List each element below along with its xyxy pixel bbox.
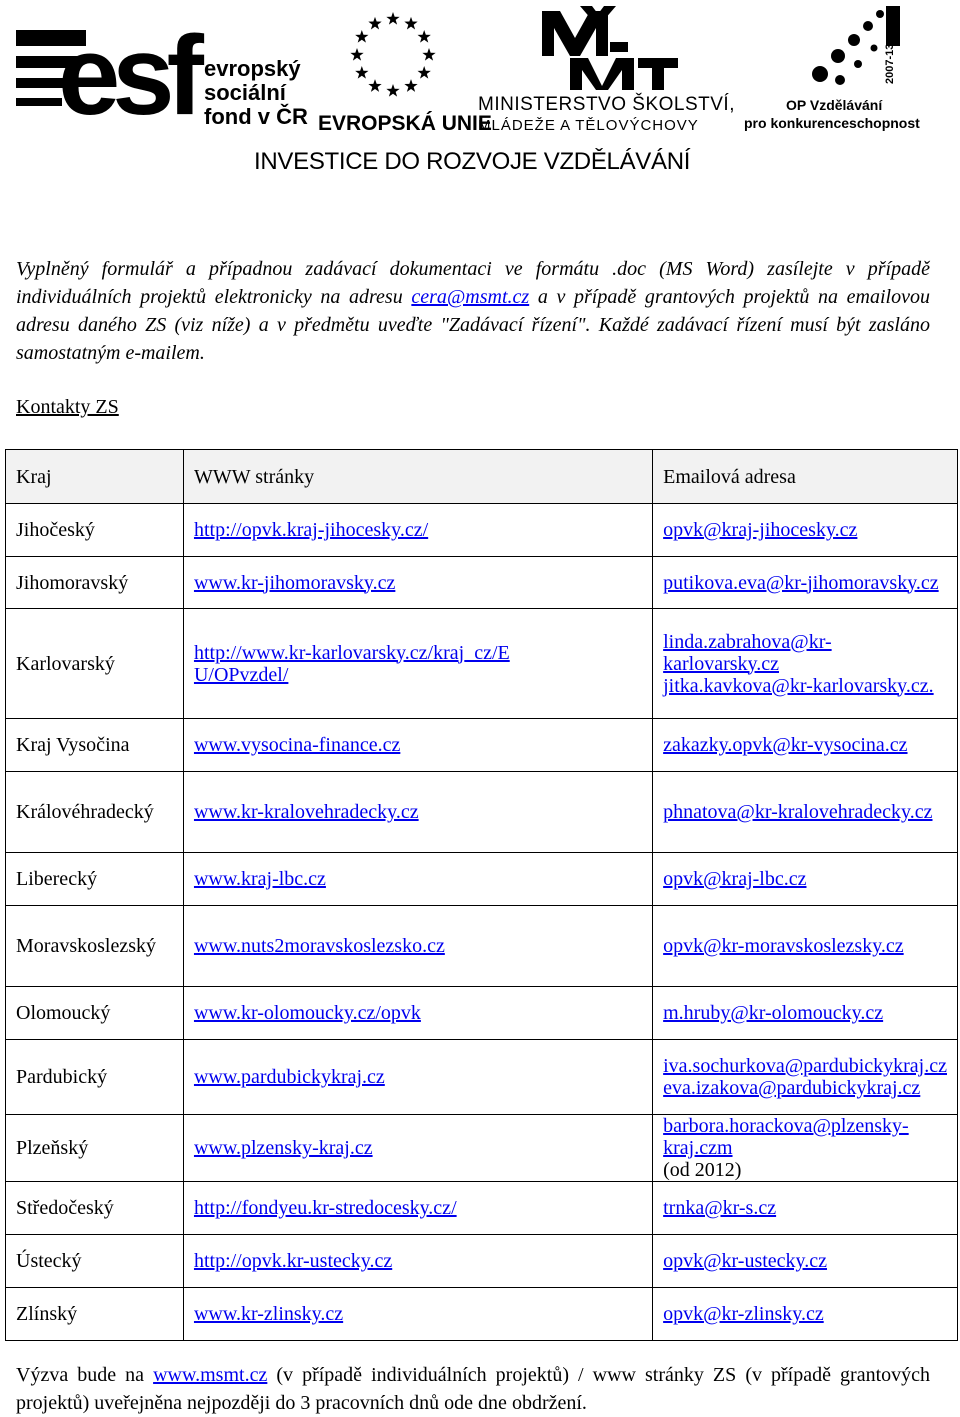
contacts-table (5, 449, 958, 1341)
eu-stars-icon (333, 10, 453, 100)
eu-star-icon (386, 12, 399, 25)
table-row (6, 609, 958, 719)
msmt-web-link[interactable]: www.msmt.cz (153, 1364, 268, 1386)
table-row (6, 1235, 958, 1288)
table-row (6, 772, 958, 853)
header-email: Emailová adresa (653, 450, 958, 504)
web-link[interactable]: www.kraj-lbc.cz (193, 868, 326, 890)
footer-paragraph (16, 1361, 930, 1417)
eu-star-icon (368, 17, 381, 30)
region-cell: Středočeský (6, 1182, 184, 1235)
msmt-logo (478, 6, 748, 134)
web-link[interactable]: www.kr-zlinsky.cz (193, 1303, 344, 1325)
op-line1: OP Vzdělávání (786, 97, 883, 113)
region-cell: Pardubický (6, 1040, 184, 1115)
table-row (6, 1288, 958, 1341)
region-cell: Jihomoravský (6, 557, 184, 609)
email-link[interactable]: opvk@kraj-lbc.cz (663, 868, 807, 890)
eu-star-icon (422, 48, 435, 61)
email-link[interactable]: opvk@kr-moravskoslezsky.cz (663, 935, 904, 957)
contacts-heading: Kontakty ZS (16, 396, 119, 418)
table-row (6, 557, 958, 609)
esf-logo (14, 12, 308, 138)
region-cell: Karlovarský (6, 609, 184, 719)
email-link[interactable]: barbora.horackova@plzensky-kraj.czm (663, 1115, 909, 1159)
eu-star-icon (368, 79, 381, 92)
web-link[interactable]: http://www.kr-karlovarsky.cz/kraj_cz/EU/OPvzdel/ (193, 641, 510, 686)
web-link[interactable]: www.kr-olomoucky.cz/opvk (193, 1002, 421, 1024)
intro-text-2: a v případě grantových projektů na emailovou adresu daného ZS (viz níže) a v předmětu uveďte "Zadávací řízení". Každé zadávací řízení musí být zasláno samostatným e-mailem. (16, 286, 930, 364)
eu-logo (318, 10, 492, 135)
eu-star-icon (418, 66, 431, 79)
table-row (6, 987, 958, 1040)
web-link[interactable]: www.pardubickykraj.cz (193, 1066, 385, 1088)
footer-text-2: (v případě individuálních projektů) / www stránky ZS (v případě grantových projektů) uveřejněna nejpozději do 3 pracovních dnů ode dne obdržení. (16, 1364, 931, 1414)
header-web: WWW stránky (183, 450, 652, 504)
eu-star-icon (350, 48, 363, 61)
intro-paragraph (16, 255, 930, 367)
web-link[interactable]: www.vysocina-finance.cz (193, 734, 401, 756)
eu-star-icon (404, 17, 417, 30)
op-dots-icon (780, 4, 920, 94)
email-link[interactable]: eva.izakova@pardubickykraj.cz (663, 1077, 921, 1099)
header-region: Kraj (6, 450, 184, 504)
web-link[interactable]: http://fondyeu.kr-stredocesky.cz/ (193, 1197, 457, 1219)
eu-star-icon (418, 30, 431, 43)
web-link[interactable]: www.kr-jihomoravsky.cz (193, 571, 396, 594)
table-header-row (6, 450, 958, 504)
region-cell: Plzeňský (6, 1115, 184, 1182)
email-link[interactable]: trnka@kr-s.cz (663, 1197, 777, 1219)
eu-star-icon (355, 66, 368, 79)
region-cell: Liberecký (6, 853, 184, 906)
email-link[interactable]: zakazky.opvk@kr-vysocina.cz (663, 734, 908, 756)
region-cell: Jihočeský (6, 504, 184, 557)
table-row (6, 719, 958, 772)
footer-text-1: Výzva bude na (16, 1364, 154, 1386)
table-row (6, 1115, 958, 1182)
email-link[interactable]: jitka.kavkova@kr-karlovarsky.cz. (663, 674, 934, 697)
logo-bar (0, 0, 960, 180)
msmt-line2: MLÁDEŽE A TĚLOVÝCHOVY (478, 117, 699, 134)
email-link[interactable]: opvk@kr-ustecky.cz (663, 1250, 828, 1272)
table-row (6, 1040, 958, 1115)
web-link[interactable]: www.nuts2moravskoslezsko.cz (193, 935, 445, 957)
table-row (6, 504, 958, 557)
table-row (6, 1182, 958, 1235)
esf-letters: esf (58, 13, 196, 138)
esf-wordmark: evropský sociální fond v ČR (204, 56, 308, 129)
email-link[interactable]: m.hruby@kr-olomoucky.cz (663, 1002, 884, 1024)
web-link[interactable]: www.plzensky-kraj.cz (193, 1137, 373, 1159)
email-link[interactable]: iva.sochurkova@pardubickykraj.cz (663, 1055, 947, 1077)
region-cell: Ústecký (6, 1235, 184, 1288)
op-year-tag: 2007-13 (884, 43, 896, 84)
email-link[interactable]: putikova.eva@kr-jihomoravsky.cz (663, 571, 939, 594)
region-cell: Královéhradecký (6, 772, 184, 853)
email-note: (od 2012) (663, 1159, 742, 1181)
msmt-line1: MINISTERSTVO ŠKOLSTVÍ, (478, 94, 735, 115)
web-link[interactable]: www.kr-kralovehradecky.cz (193, 801, 419, 823)
table-row (6, 853, 958, 906)
intro-text-1: Vyplněný formulář a případnou zadávací dokumentaci ve formátu .doc (MS Word) zasílejte v případě individuálních projektů elektronicky na adresu (16, 258, 930, 308)
region-cell: Kraj Vysočina (6, 719, 184, 772)
region-cell: Zlínský (6, 1288, 184, 1341)
email-link[interactable]: phnatova@kr-kralovehradecky.cz (663, 801, 933, 823)
op-line2: pro konkurenceschopnost (744, 115, 920, 131)
op-logo (744, 4, 950, 134)
web-link[interactable]: http://opvk.kr-ustecky.cz (193, 1250, 393, 1272)
msmt-monogram-icon (540, 6, 680, 91)
web-link[interactable]: http://opvk.kraj-jihocesky.cz/ (193, 519, 429, 541)
eu-star-icon (404, 79, 417, 92)
banner-title: INVESTICE DO ROZVOJE VZDĚLÁVÁNÍ (254, 148, 691, 175)
cera-email-link[interactable]: cera@msmt.cz (411, 286, 530, 308)
email-link[interactable]: opvk@kr-zlinsky.cz (663, 1303, 824, 1325)
eu-star-icon (355, 30, 368, 43)
eu-star-icon (386, 84, 399, 97)
email-link[interactable]: linda.zabrahova@kr-karlovarsky.cz (663, 630, 832, 675)
region-cell: Olomoucký (6, 987, 184, 1040)
email-link[interactable]: opvk@kraj-jihocesky.cz (663, 519, 858, 541)
table-row (6, 906, 958, 987)
eu-label: EVROPSKÁ UNIE (318, 112, 492, 135)
region-cell: Moravskoslezský (6, 906, 184, 987)
